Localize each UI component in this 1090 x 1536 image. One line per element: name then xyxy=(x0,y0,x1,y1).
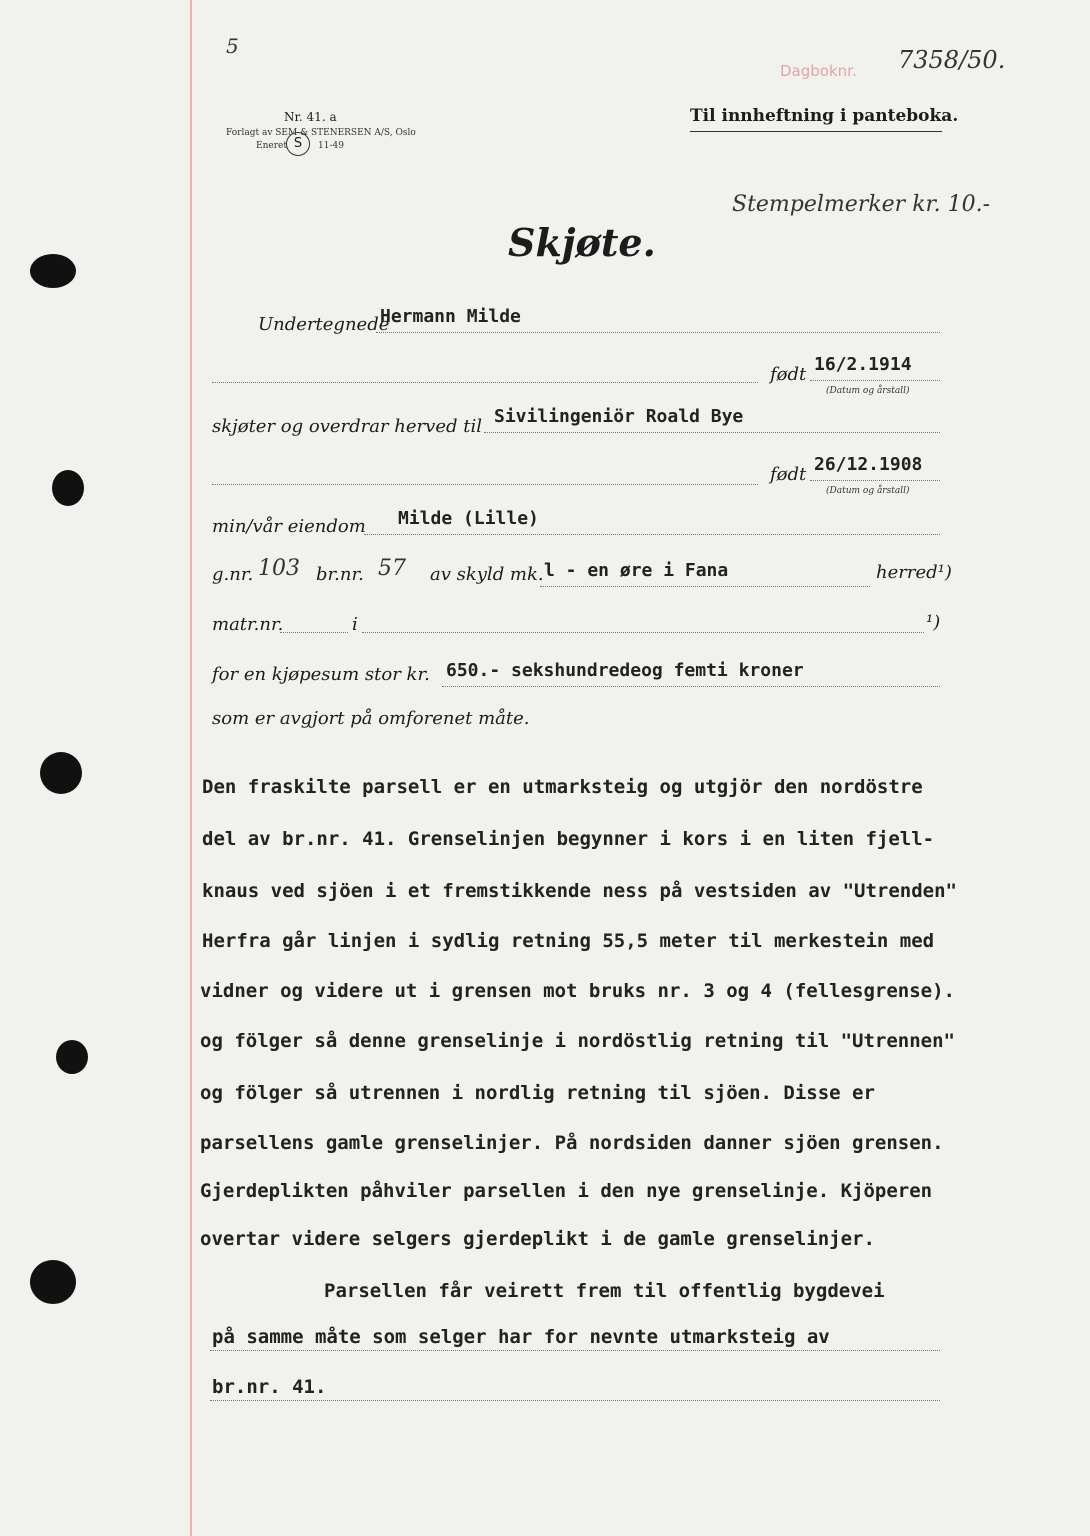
eiendom-label: min/vår eiendom xyxy=(212,516,366,537)
undertegnede-value: Hermann Milde xyxy=(380,306,521,327)
kjopesum-label: for en kjøpesum stor kr. xyxy=(212,664,430,685)
dagbok-number: 7358/50. xyxy=(898,46,1006,74)
body-line: vidner og videre ut i grensen mot bruks nr. 3 og 4 (fellesgrense). xyxy=(200,980,955,1002)
header-right: Til innheftning i panteboka. xyxy=(690,106,959,126)
matr-label: matr.nr. xyxy=(212,614,284,635)
body-line: knaus ved sjöen i et fremstikkende ness på vestsiden av "Utrenden" xyxy=(202,880,957,902)
body-line: Parsellen får veirett frem til offentlig bygdevei xyxy=(324,1280,885,1302)
dotted-line xyxy=(810,480,940,481)
skjoter-label: skjøter og overdrar herved til xyxy=(212,416,482,437)
dotted-line xyxy=(442,686,940,687)
skyld-label: av skyld mk. xyxy=(430,564,544,585)
body-line: og fölger så denne grenselinje i nordöstlig retning til "Utrennen" xyxy=(200,1030,955,1052)
fodt-label: født xyxy=(770,364,807,385)
body-line: på samme måte som selger har for nevnte utmarksteig av xyxy=(212,1326,830,1348)
binder-hole xyxy=(56,1040,88,1074)
dotted-line xyxy=(810,380,940,381)
avgjort-label: som er avgjort på omforenet måte. xyxy=(212,708,530,729)
body-line: overtar videre selgers gjerdeplikt i de gamle grenselinjer. xyxy=(200,1228,875,1250)
bnr-value: 57 xyxy=(378,556,406,581)
fodt2-value: 26/12.1908 xyxy=(814,454,923,475)
gnr-value: 103 xyxy=(258,556,300,581)
dagbok-stamp-label: Dagboknr. xyxy=(780,62,857,80)
fodt1-value: 16/2.1914 xyxy=(814,354,912,375)
eiendom-value: Milde (Lille) xyxy=(398,508,539,529)
publisher-date: 11-49 xyxy=(318,141,344,151)
dotted-line xyxy=(364,534,940,535)
body-line: Den fraskilte parsell er en utmarksteig og utgjör den nordöstre xyxy=(202,776,923,798)
matr-i: i xyxy=(352,614,358,635)
publisher-line: Forlagt av SEM & STENERSEN A/S, Oslo xyxy=(226,128,416,138)
body-line: br.nr. 41. xyxy=(212,1376,327,1398)
dotted-line xyxy=(376,332,940,333)
binder-hole xyxy=(40,752,82,794)
binder-hole xyxy=(52,470,84,506)
skyld-value: l - en øre i Fana xyxy=(544,560,729,581)
buyer-value: Sivilingeniör Roald Bye xyxy=(494,406,744,427)
publisher-eneret: Eneret xyxy=(256,141,287,151)
kjopesum-value: 650.- sekshundredeog femti kroner xyxy=(446,660,804,681)
matr-note: ¹) xyxy=(926,612,941,633)
body-line: Herfra går linjen i sydlig retning 55,5 meter til merkestein med xyxy=(202,930,935,952)
dotted-line xyxy=(212,382,758,383)
dotted-line xyxy=(280,632,348,633)
document-title: Skjøte. xyxy=(508,220,656,265)
dotted-line xyxy=(210,1350,940,1351)
bnr-label: br.nr. xyxy=(316,564,364,585)
body-line: og fölger så utrennen i nordlig retning til sjöen. Disse er xyxy=(200,1082,875,1104)
binder-hole xyxy=(30,1260,76,1304)
margin-line xyxy=(190,0,192,1536)
dotted-line xyxy=(540,586,870,587)
dotted-line xyxy=(484,432,940,433)
dotted-line xyxy=(212,484,758,485)
body-line: Gjerdeplikten påhviler parsellen i den nye grenselinje. Kjöperen xyxy=(200,1180,933,1202)
datum-caption: (Datum og årstall) xyxy=(826,386,910,396)
datum-caption: (Datum og årstall) xyxy=(826,486,910,496)
binder-hole xyxy=(30,254,76,288)
publisher-logo-icon: S xyxy=(286,132,310,156)
corner-mark: 5 xyxy=(226,34,239,58)
dotted-line xyxy=(362,632,924,633)
form-number: Nr. 41. a xyxy=(284,110,337,124)
body-line: del av br.nr. 41. Grenselinjen begynner i kors i en liten fjell- xyxy=(202,828,935,850)
stamp-note: Stempelmerker kr. 10.- xyxy=(732,192,991,217)
header-underline xyxy=(690,131,942,132)
body-line: parsellens gamle grenselinjer. På nordsiden danner sjöen grensen. xyxy=(200,1132,944,1154)
herred-label: herred¹) xyxy=(876,562,952,583)
gnr-label: g.nr. xyxy=(212,564,254,585)
dotted-line xyxy=(210,1400,940,1401)
undertegnede-label: Undertegnede xyxy=(258,314,390,335)
fodt2-label: født xyxy=(770,464,807,485)
